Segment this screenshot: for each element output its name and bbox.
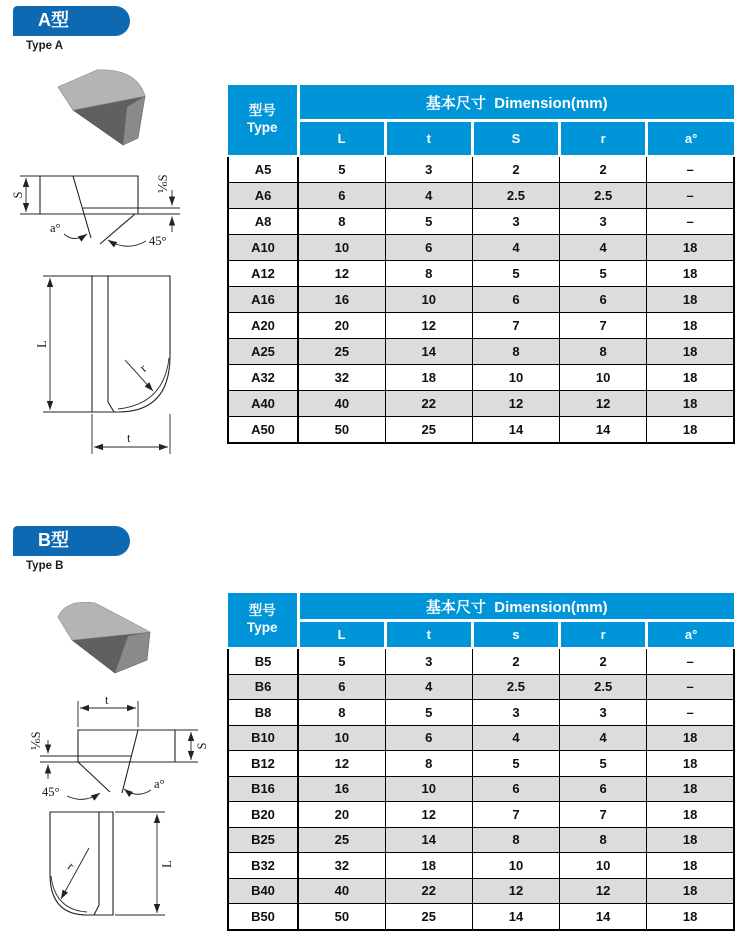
type-cell: B20 [228, 802, 298, 828]
type-cell: A50 [228, 417, 298, 444]
value-cell: 14 [560, 904, 647, 930]
column-header-L: L [298, 621, 385, 649]
table-row [228, 209, 734, 235]
value-cell: 8 [298, 209, 385, 235]
value-cell: 20 [298, 313, 385, 339]
value-cell: 12 [298, 261, 385, 287]
value-cell: 2.5 [560, 674, 647, 700]
column-header-s: s [472, 621, 559, 649]
type-cell: A12 [228, 261, 298, 287]
table-row [228, 261, 734, 287]
value-cell: 18 [647, 904, 734, 930]
table-row [228, 235, 734, 261]
value-cell: 14 [385, 339, 472, 365]
value-cell: 3 [385, 648, 472, 674]
value-cell: 16 [298, 776, 385, 802]
value-cell: 25 [385, 417, 472, 444]
value-cell: 18 [647, 802, 734, 828]
value-cell: 2.5 [560, 183, 647, 209]
table-row [228, 287, 734, 313]
value-cell: – [647, 209, 734, 235]
column-header-type-en: Type [246, 620, 278, 635]
front-drawing-b [15, 798, 210, 938]
value-cell: 6 [560, 287, 647, 313]
value-cell: 7 [560, 313, 647, 339]
value-cell: 18 [647, 313, 734, 339]
dim-label-l: L [160, 860, 174, 868]
section-b-subtitle: Type B [26, 560, 64, 572]
column-header-a: a° [647, 121, 734, 157]
dim-label-t: t [127, 431, 131, 445]
type-cell: B16 [228, 776, 298, 802]
value-cell: 10 [298, 235, 385, 261]
value-cell: 12 [472, 878, 559, 904]
value-cell: 10 [560, 365, 647, 391]
value-cell: 3 [472, 209, 559, 235]
table-row [228, 776, 734, 802]
dim-label-s: S [11, 191, 25, 199]
value-cell: 5 [385, 209, 472, 235]
type-cell: B50 [228, 904, 298, 930]
tip-3d-illustration-b [38, 584, 188, 684]
column-header-S: S [472, 121, 559, 157]
value-cell: 10 [298, 725, 385, 751]
value-cell: 50 [298, 904, 385, 930]
table-row [228, 725, 734, 751]
column-header-a: a° [647, 621, 734, 649]
value-cell: 2.5 [472, 183, 559, 209]
column-header-type [228, 593, 298, 648]
column-header-L: L [298, 121, 385, 157]
value-cell: 18 [647, 853, 734, 879]
value-cell: 18 [385, 365, 472, 391]
value-cell: 14 [385, 827, 472, 853]
value-cell: 5 [472, 751, 559, 777]
dim-label-t: t [105, 693, 109, 707]
value-cell: 8 [560, 339, 647, 365]
value-cell: 2 [472, 648, 559, 674]
value-cell: 5 [298, 648, 385, 674]
value-cell: 6 [298, 674, 385, 700]
value-cell: 32 [298, 853, 385, 879]
value-cell: 4 [385, 674, 472, 700]
value-cell: 18 [647, 417, 734, 444]
type-cell: A5 [228, 156, 298, 183]
front-drawing-a [15, 258, 210, 463]
section-a-badge-label: A型 [38, 10, 69, 30]
value-cell: 18 [647, 339, 734, 365]
type-cell: B6 [228, 674, 298, 700]
value-cell: – [647, 648, 734, 674]
value-cell: 8 [472, 339, 559, 365]
value-cell: 32 [298, 365, 385, 391]
type-cell: B25 [228, 827, 298, 853]
value-cell: 8 [472, 827, 559, 853]
value-cell: 2 [560, 156, 647, 183]
value-cell: 7 [472, 802, 559, 828]
value-cell: 10 [472, 365, 559, 391]
value-cell: 4 [472, 725, 559, 751]
type-cell: B8 [228, 700, 298, 726]
value-cell: 40 [298, 878, 385, 904]
value-cell: 3 [560, 700, 647, 726]
value-cell: 12 [385, 313, 472, 339]
section-b-badge [13, 526, 130, 556]
value-cell: 25 [298, 827, 385, 853]
table-row [228, 417, 734, 444]
value-cell: – [647, 183, 734, 209]
dim-label-r: r [64, 859, 78, 873]
value-cell: 18 [647, 261, 734, 287]
table-row [228, 853, 734, 879]
type-cell: B32 [228, 853, 298, 879]
value-cell: 50 [298, 417, 385, 444]
value-cell: 18 [647, 287, 734, 313]
value-cell: 6 [560, 776, 647, 802]
value-cell: 6 [385, 235, 472, 261]
value-cell: 10 [385, 776, 472, 802]
value-cell: 12 [560, 878, 647, 904]
value-cell: 12 [560, 391, 647, 417]
table-row [228, 827, 734, 853]
value-cell: – [647, 156, 734, 183]
value-cell: 14 [472, 904, 559, 930]
value-cell: – [647, 700, 734, 726]
column-header-type-cn: 型号 [248, 603, 276, 619]
table-row [228, 802, 734, 828]
value-cell: 6 [472, 287, 559, 313]
dim-label-sixth-s: ⅙S [156, 174, 170, 194]
angle-45-label: 45° [42, 785, 60, 799]
tip-3d-illustration-a [38, 66, 188, 166]
dim-label-l: L [35, 340, 49, 348]
value-cell: 14 [560, 417, 647, 444]
value-cell: 8 [385, 261, 472, 287]
value-cell: 18 [647, 391, 734, 417]
value-cell: 18 [647, 878, 734, 904]
profile-drawing-a [12, 168, 207, 270]
table-row [228, 674, 734, 700]
table-row [228, 700, 734, 726]
value-cell: 7 [560, 802, 647, 828]
type-cell: B10 [228, 725, 298, 751]
dimension-table-a [227, 85, 735, 444]
section-a-subtitle: Type A [26, 40, 64, 52]
value-cell: 5 [298, 156, 385, 183]
column-header-type [228, 85, 298, 156]
column-header-r: r [560, 621, 647, 649]
value-cell: 22 [385, 878, 472, 904]
value-cell: 6 [472, 776, 559, 802]
value-cell: 18 [647, 235, 734, 261]
table-row [228, 391, 734, 417]
value-cell: 12 [298, 751, 385, 777]
value-cell: 3 [472, 700, 559, 726]
value-cell: 18 [647, 365, 734, 391]
angle-a-label: a° [50, 221, 61, 235]
dim-label-r: r [136, 361, 150, 375]
type-cell: A6 [228, 183, 298, 209]
dimension-header: 基本尺寸 Dimension(mm) [298, 85, 734, 121]
value-cell: 4 [472, 235, 559, 261]
value-cell: 18 [647, 776, 734, 802]
value-cell: 40 [298, 391, 385, 417]
value-cell: 4 [560, 235, 647, 261]
type-cell: A8 [228, 209, 298, 235]
column-header-type-cn: 型号 [248, 103, 276, 119]
type-cell: B12 [228, 751, 298, 777]
dimension-header: 基本尺寸 Dimension(mm) [298, 593, 734, 621]
type-cell: B40 [228, 878, 298, 904]
section-a-badge [13, 6, 130, 36]
type-cell: A10 [228, 235, 298, 261]
profile-drawing-b [12, 695, 207, 810]
value-cell: 4 [560, 725, 647, 751]
type-cell: B5 [228, 648, 298, 674]
dim-label-sixth-s: ⅙S [29, 731, 43, 751]
value-cell: – [647, 674, 734, 700]
value-cell: 5 [560, 261, 647, 287]
value-cell: 3 [385, 156, 472, 183]
value-cell: 25 [298, 339, 385, 365]
value-cell: 22 [385, 391, 472, 417]
value-cell: 20 [298, 802, 385, 828]
value-cell: 18 [647, 725, 734, 751]
dimension-table-b [227, 593, 735, 931]
table-row [228, 648, 734, 674]
value-cell: 6 [385, 725, 472, 751]
value-cell: 10 [472, 853, 559, 879]
column-header-type-en: Type [246, 120, 278, 135]
section-b-badge-label: B型 [38, 530, 69, 550]
angle-45-label: 45° [149, 234, 167, 248]
column-header-t: t [385, 621, 472, 649]
column-header-t: t [385, 121, 472, 157]
value-cell: 18 [647, 827, 734, 853]
type-cell: A32 [228, 365, 298, 391]
column-header-r: r [560, 121, 647, 157]
table-row [228, 183, 734, 209]
value-cell: 8 [298, 700, 385, 726]
value-cell: 2 [560, 648, 647, 674]
value-cell: 2.5 [472, 674, 559, 700]
value-cell: 10 [560, 853, 647, 879]
value-cell: 10 [385, 287, 472, 313]
value-cell: 4 [385, 183, 472, 209]
value-cell: 5 [560, 751, 647, 777]
value-cell: 3 [560, 209, 647, 235]
type-cell: A20 [228, 313, 298, 339]
table-row [228, 751, 734, 777]
value-cell: 25 [385, 904, 472, 930]
table-row [228, 313, 734, 339]
value-cell: 2 [472, 156, 559, 183]
value-cell: 14 [472, 417, 559, 444]
table-row [228, 156, 734, 183]
value-cell: 16 [298, 287, 385, 313]
value-cell: 8 [385, 751, 472, 777]
value-cell: 18 [385, 853, 472, 879]
value-cell: 12 [472, 391, 559, 417]
table-row [228, 878, 734, 904]
value-cell: 7 [472, 313, 559, 339]
type-cell: A16 [228, 287, 298, 313]
type-cell: A40 [228, 391, 298, 417]
value-cell: 5 [472, 261, 559, 287]
table-row [228, 904, 734, 930]
value-cell: 5 [385, 700, 472, 726]
value-cell: 6 [298, 183, 385, 209]
value-cell: 8 [560, 827, 647, 853]
table-row [228, 339, 734, 365]
value-cell: 18 [647, 751, 734, 777]
type-cell: A25 [228, 339, 298, 365]
value-cell: 12 [385, 802, 472, 828]
dim-label-s: S [195, 742, 209, 750]
table-row [228, 365, 734, 391]
angle-a-label: a° [154, 777, 165, 791]
